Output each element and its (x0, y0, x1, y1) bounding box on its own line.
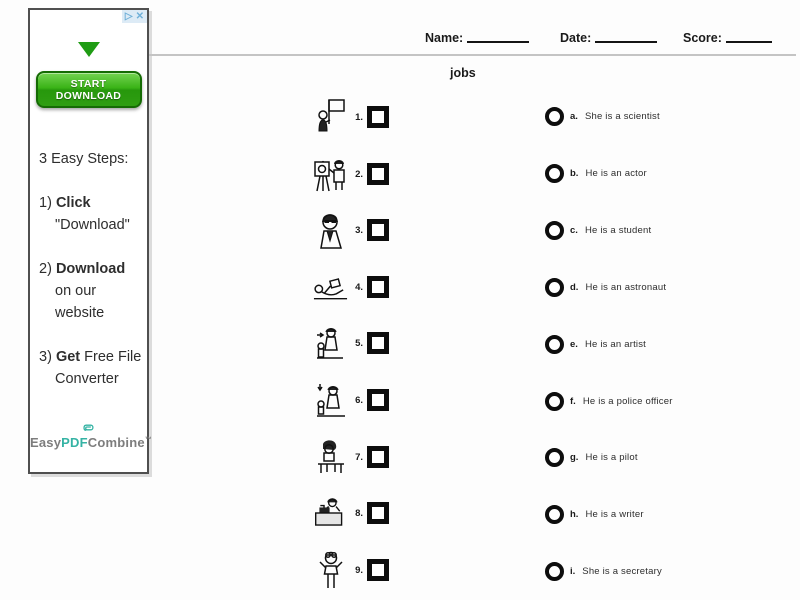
ad-steps (39, 148, 147, 390)
option-text: He is an actor (585, 167, 647, 179)
step-1: 1) Click "Download" (39, 195, 130, 233)
question-row (312, 265, 389, 309)
worksheet-title: jobs (450, 66, 476, 80)
astronaut-flag-icon (312, 95, 349, 139)
question-number: 8. (355, 507, 363, 519)
parent-with-child-icon (312, 378, 349, 422)
answer-checkbox[interactable] (367, 106, 389, 128)
question-number: 6. (355, 394, 363, 406)
question-row (312, 152, 389, 196)
down-arrow-icon (78, 42, 100, 57)
question-number: 7. (355, 451, 363, 463)
question-row (312, 321, 389, 365)
option-text: He is a writer (585, 508, 644, 520)
option-text: He is an astronaut (585, 281, 667, 293)
header-divider (149, 54, 796, 56)
option-circle[interactable] (545, 278, 564, 297)
question-number: 2. (355, 168, 363, 180)
option-text: He is a pilot (585, 451, 638, 463)
option-text: He is an artist (584, 338, 647, 350)
paperclip-icon (82, 421, 95, 434)
option-circle[interactable] (545, 562, 564, 581)
pilot-goggles-icon (312, 548, 349, 592)
step-2: 2) Download on our website (39, 261, 126, 321)
option-circle[interactable] (545, 448, 564, 467)
option-row (545, 447, 638, 467)
option-circle[interactable] (545, 392, 564, 411)
answer-checkbox[interactable] (367, 163, 389, 185)
option-circle[interactable] (545, 335, 564, 354)
actor-sunglasses-icon (312, 208, 349, 252)
option-circle[interactable] (545, 107, 564, 126)
date-blank-line (595, 31, 657, 43)
ad-chrome-bar (122, 10, 147, 23)
option-letter: d. (570, 281, 579, 293)
question-number: 5. (355, 337, 363, 349)
step-3: 3) Get Free File Converter (39, 349, 142, 387)
option-row (545, 504, 644, 524)
ad-panel (28, 8, 152, 474)
answer-checkbox[interactable] (367, 559, 389, 581)
option-row (545, 277, 666, 297)
question-row (312, 435, 389, 479)
adult-with-child-icon (312, 321, 349, 365)
option-letter: b. (570, 167, 579, 179)
answer-checkbox[interactable] (367, 276, 389, 298)
option-letter: f. (570, 395, 576, 407)
option-letter: i. (570, 565, 576, 577)
question-row (312, 208, 389, 252)
ad-close-icon[interactable]: ✕ (135, 11, 144, 22)
option-row (545, 106, 660, 126)
secretary-typewriter-icon (312, 491, 349, 535)
option-row (545, 561, 662, 581)
option-circle[interactable] (545, 221, 564, 240)
name-field: Name: (425, 31, 529, 45)
option-letter: c. (570, 224, 578, 236)
option-text: She is a scientist (584, 110, 660, 122)
adchoices-icon[interactable]: ▷ (124, 11, 133, 22)
option-letter: e. (570, 338, 578, 350)
easypdfcombine-logo[interactable]: EasyPDFCombine™ (30, 420, 147, 450)
answer-checkbox[interactable] (367, 219, 389, 241)
name-blank-line (467, 31, 529, 43)
question-number: 1. (355, 111, 363, 123)
option-circle[interactable] (545, 164, 564, 183)
option-letter: a. (570, 110, 578, 122)
question-row (312, 95, 389, 139)
option-row (545, 220, 651, 240)
option-text: She is a secretary (582, 565, 662, 577)
answer-checkbox[interactable] (367, 502, 389, 524)
answer-checkbox[interactable] (367, 446, 389, 468)
answer-checkbox[interactable] (367, 332, 389, 354)
steps-heading: 3 Easy Steps: (39, 151, 129, 167)
student-at-desk-icon (312, 435, 349, 479)
reclining-reader-icon (312, 265, 349, 309)
question-row (312, 491, 389, 535)
question-number: 9. (355, 564, 363, 576)
question-row (312, 378, 389, 422)
score-blank-line (726, 31, 772, 43)
option-text: He is a student (584, 224, 652, 236)
option-text: He is a police officer (582, 395, 673, 407)
option-letter: g. (570, 451, 579, 463)
option-row (545, 391, 673, 411)
option-circle[interactable] (545, 505, 564, 524)
start-download-button[interactable]: START DOWNLOAD (36, 71, 142, 108)
question-number: 3. (355, 224, 363, 236)
question-row (312, 548, 389, 592)
answer-checkbox[interactable] (367, 389, 389, 411)
score-field: Score: (683, 31, 772, 45)
question-number: 4. (355, 281, 363, 293)
date-field: Date: (560, 31, 657, 45)
painter-easel-icon (312, 152, 349, 196)
option-row (545, 334, 646, 354)
option-row (545, 163, 647, 183)
option-letter: h. (570, 508, 579, 520)
